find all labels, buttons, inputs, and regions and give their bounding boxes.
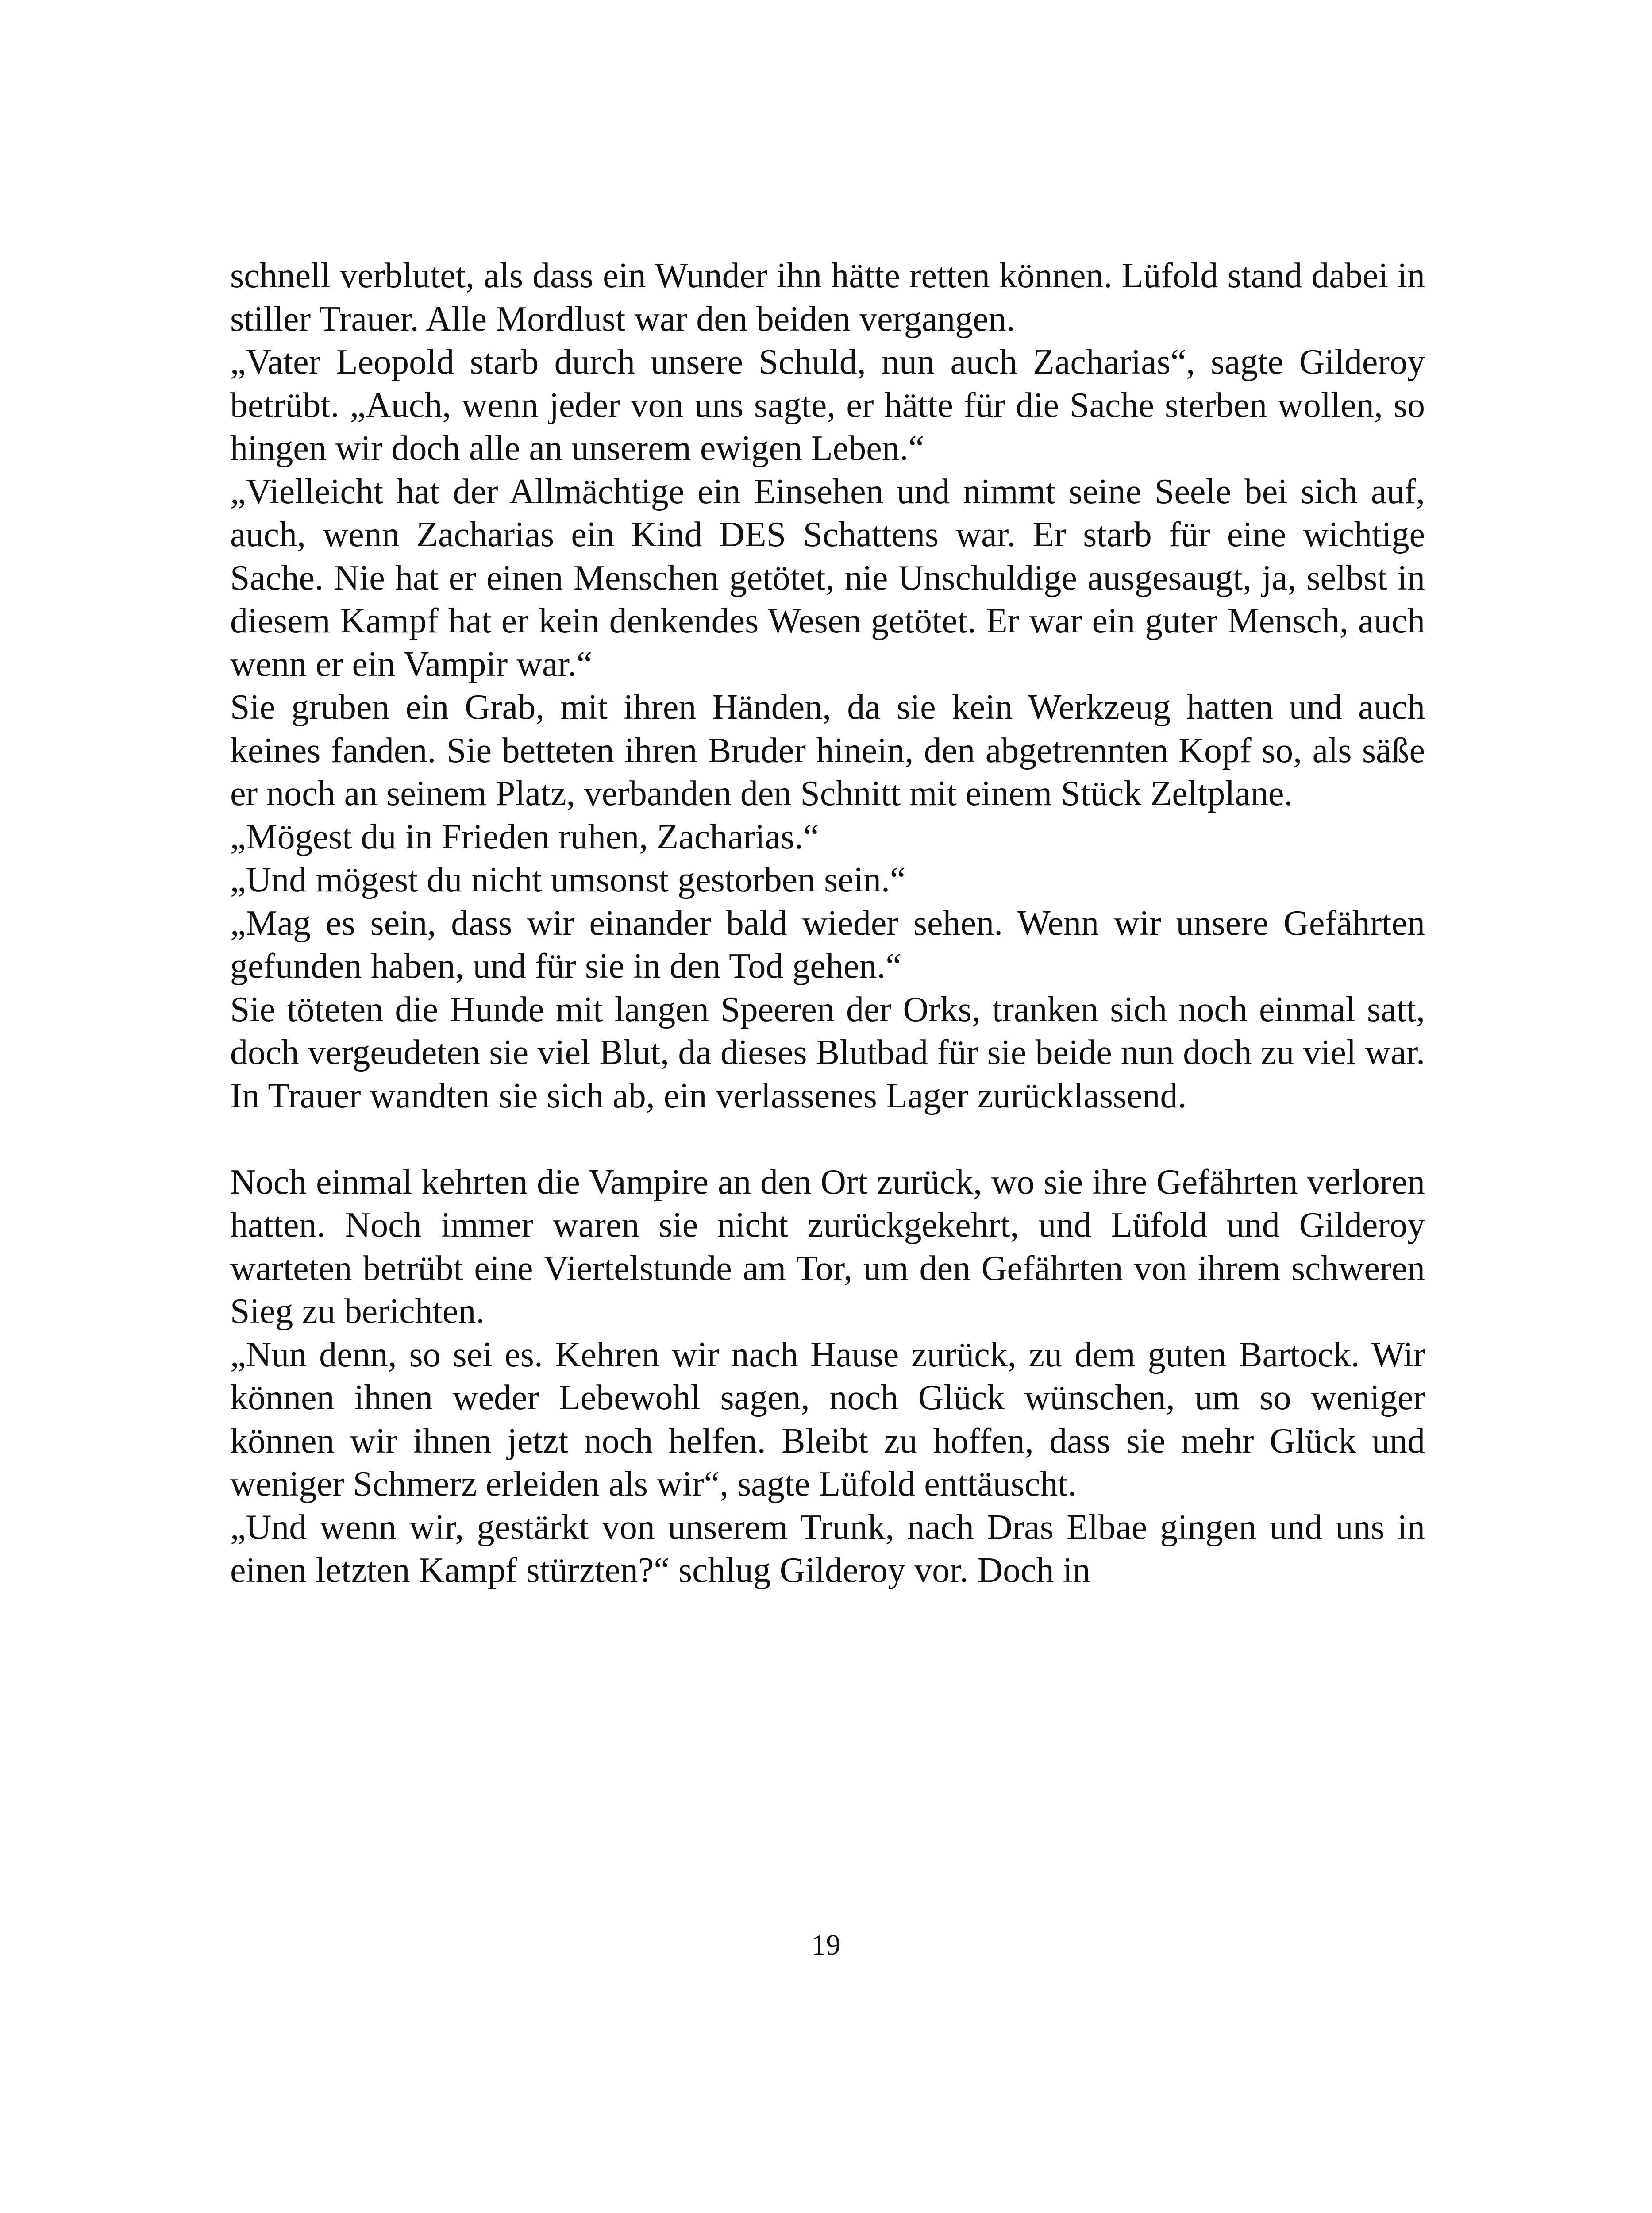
paragraph: Sie töteten die Hunde mit langen Speeren der Orks, tranken sich noch einmal satt, doch vergeudeten sie viel Blut, da dieses Blutbad für sie beide nun doch zu viel war. In Trauer wandten sie sich ab, ein verlassenes Lager zurücklassend. (230, 990, 1425, 1115)
paragraph: „Nun denn, so sei es. Kehren wir nach Hause zurück, zu dem guten Bartock. Wir können ihnen weder Lebewohl sagen, noch Glück wünschen, um so weniger können wir ihnen jetzt noch helfen. Bleibt zu hoffen, dass sie mehr Glück und weniger Schmerz erleiden als wir“, sagte Lüfold enttäuscht. (230, 1335, 1425, 1504)
section-break (230, 1118, 1425, 1161)
paragraph: Noch einmal kehrten die Vampire an den Ort zurück, wo sie ihre Gefährten verloren hatten. Noch immer waren sie nicht zurückgekehrt, und Lüfold und Gilderoy warteten betrübt eine Viertelstunde am Tor, um den Gefährten von ihrem schweren Sieg zu berichten. (230, 1162, 1425, 1331)
paragraph: „Mögest du in Frieden ruhen, Zacharias.“ (230, 817, 819, 856)
paragraph: schnell verblutet, als dass ein Wunder ihn hätte retten können. Lüfold stand dabei in stiller Trauer. Alle Mordlust war den beiden vergangen. (230, 256, 1425, 339)
body-text (230, 254, 1425, 1592)
page-number: 19 (811, 1929, 841, 1961)
paragraph: „Und wenn wir, gestärkt von unserem Trunk, nach Dras Elbae gingen und uns in einen letzten Kampf stürzten?“ schlug Gilderoy vor. Doch in (230, 1507, 1425, 1590)
paragraph: „Vater Leopold starb durch unsere Schuld, nun auch Zacharias“, sagte Gilderoy betrübt. „Auch, wenn jeder von uns sagte, er hätte für die Sache sterben wollen, so hingen wir doch alle an unserem ewigen Leben.“ (230, 343, 1425, 468)
paragraph: Sie gruben ein Grab, mit ihren Händen, da sie kein Werkzeug hatten und auch keines fanden. Sie betteten ihren Bruder hinein, den abgetrennten Kopf so, als säße er noch an seinem Platz, verbanden den Schnitt mit einem Stück Zeltplane. (230, 688, 1425, 813)
paragraph: „Vielleicht hat der Allmächtige ein Einsehen und nimmt seine Seele bei sich auf, auch, wenn Zacharias ein Kind DES Schattens war. Er starb für eine wichtige Sache. Nie hat er einen Menschen getötet, nie Unschuldige ausgesaugt, ja, selbst in diesem Kampf hat er kein denkendes Wesen getötet. Er war ein guter Mensch, auch wenn er ein Vampir war.“ (230, 472, 1425, 684)
paragraph: „Mag es sein, dass wir einander bald wieder sehen. Wenn wir unsere Gefährten gefunden haben, und für sie in den Tod gehen.“ (230, 903, 1425, 986)
paragraph: „Und mögest du nicht umsonst gestorben sein.“ (230, 860, 906, 899)
